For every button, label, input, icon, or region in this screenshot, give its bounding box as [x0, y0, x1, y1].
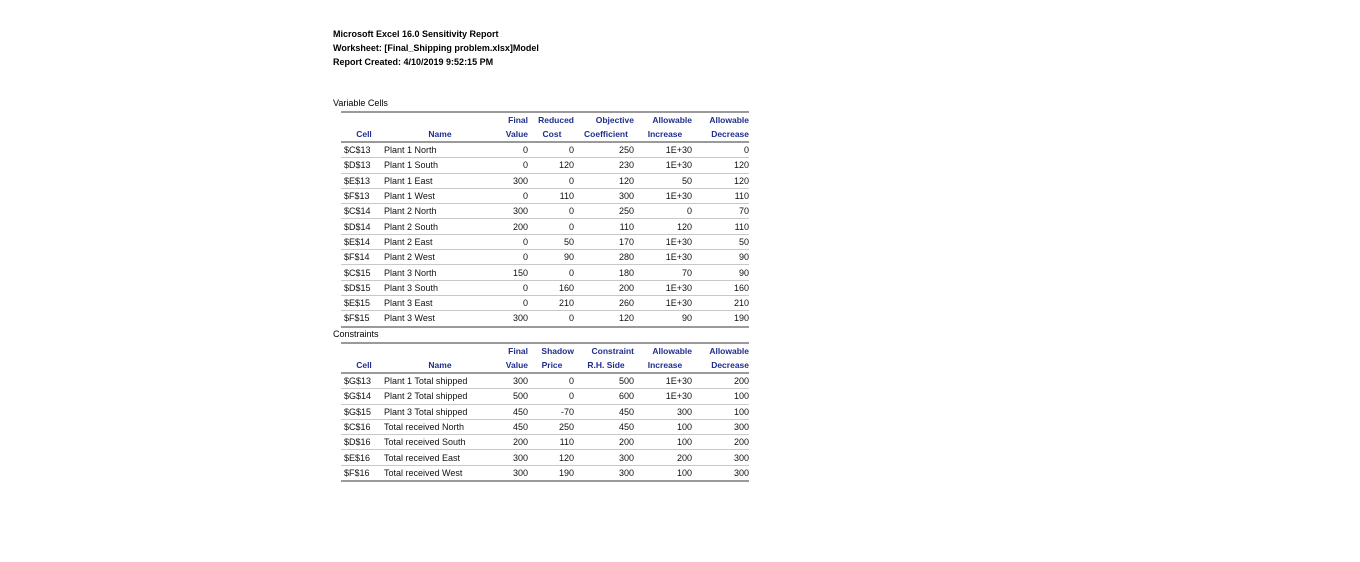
objective-coefficient: 120	[576, 311, 636, 327]
allowable-decrease: 200	[694, 435, 749, 450]
final-value: 0	[496, 250, 528, 265]
allowable-decrease: 300	[694, 465, 749, 481]
allowable-decrease: 160	[694, 280, 749, 295]
cell-ref: $F$16	[341, 465, 384, 481]
report-created: Report Created: 4/10/2019 9:52:15 PM	[333, 57, 494, 67]
table-row	[341, 250, 749, 265]
cell-name: Total received West	[384, 465, 496, 481]
allowable-increase: 200	[636, 450, 694, 465]
allowable-increase: 90	[636, 311, 694, 327]
objective-coefficient: 170	[576, 234, 636, 249]
cell-ref: $D$16	[341, 435, 384, 450]
allowable-increase: 100	[636, 419, 694, 434]
allowable-increase: 1E+30	[636, 250, 694, 265]
cell-ref: $F$14	[341, 250, 384, 265]
table-row	[341, 265, 749, 280]
allowable-decrease: 90	[694, 250, 749, 265]
allowable-increase: 1E+30	[636, 373, 694, 389]
table-row	[341, 389, 749, 404]
header-final-bottom: Value	[496, 358, 528, 373]
final-value: 150	[496, 265, 528, 280]
final-value: 0	[496, 234, 528, 249]
report-title: Microsoft Excel 16.0 Sensitivity Report	[333, 29, 499, 39]
table-header-row	[341, 343, 749, 358]
table-row	[341, 234, 749, 249]
header-rhs-top: Constraint	[591, 346, 634, 356]
header-name: Name	[384, 127, 496, 142]
variable-cells-table	[341, 111, 749, 328]
header-objective-bottom: Coefficient	[576, 127, 636, 142]
header-decrease-top: Allowable	[709, 346, 749, 356]
cell-name: Plant 3 West	[384, 311, 496, 327]
cell-ref: $E$15	[341, 295, 384, 310]
header-cell: Cell	[341, 127, 384, 142]
cell-ref: $C$16	[341, 419, 384, 434]
objective-coefficient: 250	[576, 204, 636, 219]
final-value: 300	[496, 373, 528, 389]
final-value: 450	[496, 404, 528, 419]
header-blank	[341, 343, 384, 358]
table-header-row	[341, 358, 749, 373]
cell-ref: $C$15	[341, 265, 384, 280]
cell-name: Plant 2 South	[384, 219, 496, 234]
allowable-increase: 1E+30	[636, 142, 694, 158]
reduced-cost: 120	[528, 158, 576, 173]
header-blank	[341, 112, 384, 127]
reduced-cost: 0	[528, 265, 576, 280]
final-value: 0	[496, 142, 528, 158]
objective-coefficient: 110	[576, 219, 636, 234]
reduced-cost: 210	[528, 295, 576, 310]
header-cell: Cell	[341, 358, 384, 373]
final-value: 200	[496, 435, 528, 450]
constraint-rhs: 600	[576, 389, 636, 404]
table-row	[341, 373, 749, 389]
allowable-increase: 1E+30	[636, 295, 694, 310]
objective-coefficient: 260	[576, 295, 636, 310]
constraints-title: Constraints	[333, 329, 379, 339]
final-value: 300	[496, 465, 528, 481]
cell-name: Plant 1 East	[384, 173, 496, 188]
table-row	[341, 204, 749, 219]
allowable-decrease: 100	[694, 404, 749, 419]
header-reduced-bottom: Cost	[528, 127, 576, 142]
constraints-table	[341, 342, 749, 482]
header-increase-bottom: Increase	[636, 358, 694, 373]
header-decrease-top: Allowable	[709, 115, 749, 125]
shadow-price: 250	[528, 419, 576, 434]
report-header	[333, 27, 539, 69]
header-reduced-top: Reduced	[538, 115, 574, 125]
header-decrease-bottom: Decrease	[694, 127, 749, 142]
cell-name: Total received North	[384, 419, 496, 434]
final-value: 300	[496, 450, 528, 465]
table-row	[341, 295, 749, 310]
cell-name: Plant 3 South	[384, 280, 496, 295]
constraint-rhs: 300	[576, 465, 636, 481]
final-value: 500	[496, 389, 528, 404]
objective-coefficient: 300	[576, 188, 636, 203]
cell-name: Plant 1 West	[384, 188, 496, 203]
header-final-top: Final	[508, 346, 528, 356]
shadow-price: -70	[528, 404, 576, 419]
header-increase-top: Allowable	[652, 346, 692, 356]
constraint-rhs: 300	[576, 450, 636, 465]
allowable-increase: 1E+30	[636, 158, 694, 173]
shadow-price: 110	[528, 435, 576, 450]
header-blank	[384, 343, 496, 358]
allowable-decrease: 120	[694, 158, 749, 173]
objective-coefficient: 200	[576, 280, 636, 295]
allowable-decrease: 0	[694, 142, 749, 158]
cell-ref: $D$15	[341, 280, 384, 295]
reduced-cost: 0	[528, 142, 576, 158]
final-value: 450	[496, 419, 528, 434]
cell-name: Plant 1 North	[384, 142, 496, 158]
final-value: 300	[496, 173, 528, 188]
table-header-row	[341, 127, 749, 142]
final-value: 0	[496, 280, 528, 295]
header-blank	[384, 112, 496, 127]
cell-ref: $F$15	[341, 311, 384, 327]
final-value: 0	[496, 188, 528, 203]
table-row	[341, 419, 749, 434]
cell-ref: $D$14	[341, 219, 384, 234]
table-row	[341, 173, 749, 188]
allowable-increase: 100	[636, 465, 694, 481]
allowable-decrease: 100	[694, 389, 749, 404]
header-rhs-bottom: R.H. Side	[576, 358, 636, 373]
cell-name: Plant 2 West	[384, 250, 496, 265]
header-name: Name	[384, 358, 496, 373]
allowable-increase: 100	[636, 435, 694, 450]
header-decrease-bottom: Decrease	[694, 358, 749, 373]
reduced-cost: 0	[528, 204, 576, 219]
constraint-rhs: 200	[576, 435, 636, 450]
cell-name: Plant 1 South	[384, 158, 496, 173]
table-header-row	[341, 112, 749, 127]
allowable-decrease: 120	[694, 173, 749, 188]
objective-coefficient: 180	[576, 265, 636, 280]
table-row	[341, 188, 749, 203]
reduced-cost: 110	[528, 188, 576, 203]
reduced-cost: 0	[528, 311, 576, 327]
cell-ref: $E$14	[341, 234, 384, 249]
header-shadow-top: Shadow	[541, 346, 574, 356]
report-worksheet: Worksheet: [Final_Shipping problem.xlsx]Model	[333, 43, 539, 53]
shadow-price: 190	[528, 465, 576, 481]
objective-coefficient: 120	[576, 173, 636, 188]
allowable-increase: 1E+30	[636, 234, 694, 249]
allowable-decrease: 90	[694, 265, 749, 280]
constraint-rhs: 500	[576, 373, 636, 389]
header-final-top: Final	[508, 115, 528, 125]
cell-ref: $E$16	[341, 450, 384, 465]
objective-coefficient: 230	[576, 158, 636, 173]
cell-ref: $E$13	[341, 173, 384, 188]
cell-ref: $F$13	[341, 188, 384, 203]
cell-ref: $G$15	[341, 404, 384, 419]
allowable-increase: 1E+30	[636, 188, 694, 203]
constraint-rhs: 450	[576, 419, 636, 434]
allowable-increase: 0	[636, 204, 694, 219]
header-increase-bottom: Increase	[636, 127, 694, 142]
cell-name: Plant 3 East	[384, 295, 496, 310]
table-row	[341, 404, 749, 419]
cell-name: Total received East	[384, 450, 496, 465]
final-value: 0	[496, 158, 528, 173]
allowable-decrease: 110	[694, 219, 749, 234]
final-value: 300	[496, 204, 528, 219]
cell-ref: $G$14	[341, 389, 384, 404]
allowable-decrease: 300	[694, 450, 749, 465]
objective-coefficient: 280	[576, 250, 636, 265]
final-value: 300	[496, 311, 528, 327]
final-value: 0	[496, 295, 528, 310]
allowable-increase: 120	[636, 219, 694, 234]
objective-coefficient: 250	[576, 142, 636, 158]
cell-name: Plant 2 North	[384, 204, 496, 219]
shadow-price: 120	[528, 450, 576, 465]
reduced-cost: 0	[528, 219, 576, 234]
allowable-decrease: 200	[694, 373, 749, 389]
header-increase-top: Allowable	[652, 115, 692, 125]
table-row	[341, 450, 749, 465]
allowable-decrease: 50	[694, 234, 749, 249]
table-row	[341, 280, 749, 295]
cell-ref: $C$13	[341, 142, 384, 158]
cell-name: Plant 3 North	[384, 265, 496, 280]
reduced-cost: 50	[528, 234, 576, 249]
allowable-increase: 1E+30	[636, 280, 694, 295]
cell-name: Plant 2 Total shipped	[384, 389, 496, 404]
table-row	[341, 219, 749, 234]
cell-name: Plant 2 East	[384, 234, 496, 249]
table-row	[341, 311, 749, 327]
allowable-increase: 300	[636, 404, 694, 419]
table-row	[341, 158, 749, 173]
constraint-rhs: 450	[576, 404, 636, 419]
allowable-increase: 1E+30	[636, 389, 694, 404]
reduced-cost: 90	[528, 250, 576, 265]
table-row	[341, 465, 749, 481]
header-objective-top: Objective	[595, 115, 634, 125]
header-shadow-bottom: Price	[528, 358, 576, 373]
shadow-price: 0	[528, 373, 576, 389]
allowable-decrease: 300	[694, 419, 749, 434]
cell-ref: $D$13	[341, 158, 384, 173]
variable-cells-title: Variable Cells	[333, 98, 388, 108]
final-value: 200	[496, 219, 528, 234]
reduced-cost: 160	[528, 280, 576, 295]
cell-ref: $C$14	[341, 204, 384, 219]
header-final-bottom: Value	[496, 127, 528, 142]
allowable-decrease: 190	[694, 311, 749, 327]
reduced-cost: 0	[528, 173, 576, 188]
cell-ref: $G$13	[341, 373, 384, 389]
allowable-decrease: 70	[694, 204, 749, 219]
table-row	[341, 435, 749, 450]
table-row	[341, 142, 749, 158]
allowable-increase: 70	[636, 265, 694, 280]
cell-name: Total received South	[384, 435, 496, 450]
allowable-decrease: 210	[694, 295, 749, 310]
allowable-increase: 50	[636, 173, 694, 188]
shadow-price: 0	[528, 389, 576, 404]
cell-name: Plant 3 Total shipped	[384, 404, 496, 419]
allowable-decrease: 110	[694, 188, 749, 203]
cell-name: Plant 1 Total shipped	[384, 373, 496, 389]
